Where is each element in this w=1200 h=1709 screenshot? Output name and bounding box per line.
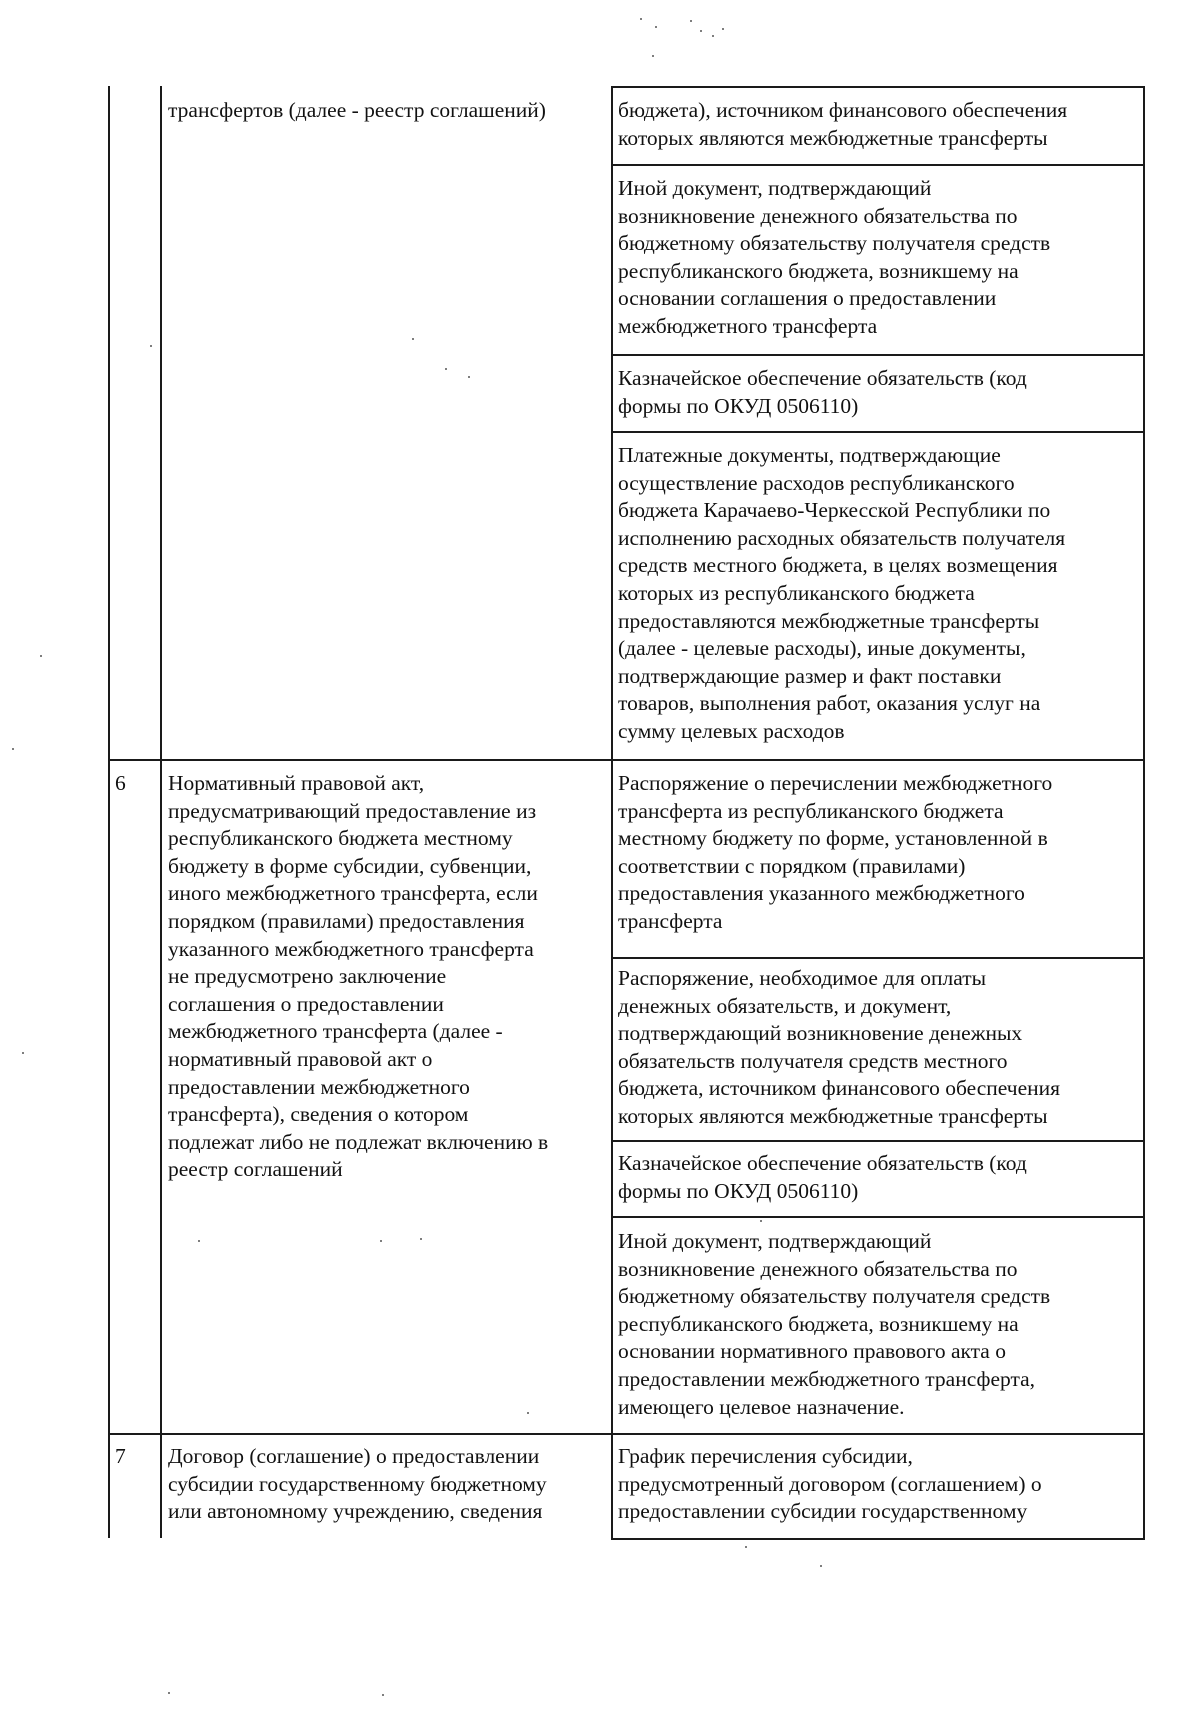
document-cell: Распоряжение о перечислении межбюджетного трансферта из республиканского бюджета местному бюджету по форме, установленной в соответствии с порядком (правилами) предоставления указанного межбюджетного трансферта — [618, 771, 1053, 933]
table-column-divider — [611, 86, 613, 1538]
row-number: 6 — [115, 771, 126, 795]
table-row-border — [108, 759, 1145, 761]
table-cell-border — [611, 164, 1145, 166]
document-cell: Иной документ, подтверждающий возникновение денежного обязательства по бюджетному обязательству получателя средств республиканского бюджета, возникшему на основании нормативного правового акта о предоставлении межбюджетного трансферта, имеющего целевое назначение. — [618, 1229, 1051, 1419]
table-cell-border — [611, 431, 1145, 433]
document-cell: бюджета), источником финансового обеспечения которых являются межбюджетные трансферты — [618, 98, 1068, 150]
row-description: Договор (соглашение) о предоставлении субсидии государственному бюджетному или автономному учреждению, сведения — [168, 1444, 547, 1524]
row-number: 7 — [115, 1444, 126, 1468]
table-cell-border — [611, 1538, 1145, 1540]
table-cell-border — [611, 1140, 1145, 1142]
table-cell-border — [611, 1216, 1145, 1218]
table-cell-border — [611, 957, 1145, 959]
document-cell: Платежные документы, подтверждающие осуществление расходов республиканского бюджета Карачаево-Черкесской Республики по исполнению расходных обязательств получателя средств местного бюджета, в целях возмещения которых из республиканского бюджета предоставляются межбюджетные трансферты (далее - целевые расходы), иные документы, подтверждающие размер и факт поставки товаров, выполнения работ, оказания услуг на сумму целевых расходов — [618, 443, 1066, 743]
document-cell: Казначейское обеспечение обязательств (код формы по ОКУД 0506110) — [618, 366, 1027, 418]
table-border-right — [1143, 86, 1145, 1538]
table-border-left — [108, 86, 110, 1538]
table-row-border — [108, 1433, 1145, 1435]
document-cell: Распоряжение, необходимое для оплаты денежных обязательств, и документ, подтверждающий возникновение денежных обязательств получателя средств местного бюджета, источником финансового обеспечения которых являются межбюджетные трансферты — [618, 966, 1061, 1128]
table-cell-border — [611, 86, 1145, 88]
document-cell: График перечисления субсидии, предусмотренный договором (соглашением) о предоставлении субсидии государственному — [618, 1444, 1042, 1524]
row-description: Нормативный правовой акт, предусматривающий предоставление из республиканского бюджета местному бюджету в форме субсидии, субвенции, иного межбюджетного трансферта, если порядком (правилами) предоставления указанного межбюджетного трансферта не предусмотрено заключение соглашения о предоставлении межбюджетного трансферта (далее - нормативный правовой акт о предоставлении межбюджетного трансферта), сведения о котором подлежат либо не подлежат включению в реестр соглашений — [168, 771, 549, 1182]
table-cell-border — [611, 354, 1145, 356]
table-column-divider — [160, 86, 162, 1538]
document-cell: Казначейское обеспечение обязательств (код формы по ОКУД 0506110) — [618, 1151, 1027, 1203]
document-cell: Иной документ, подтверждающий возникновение денежного обязательства по бюджетному обязательству получателя средств республиканского бюджета, возникшему на основании соглашения о предоставлении межбюджетного трансферта — [618, 176, 1051, 338]
row-description: трансфертов (далее - реестр соглашений) — [168, 98, 546, 122]
